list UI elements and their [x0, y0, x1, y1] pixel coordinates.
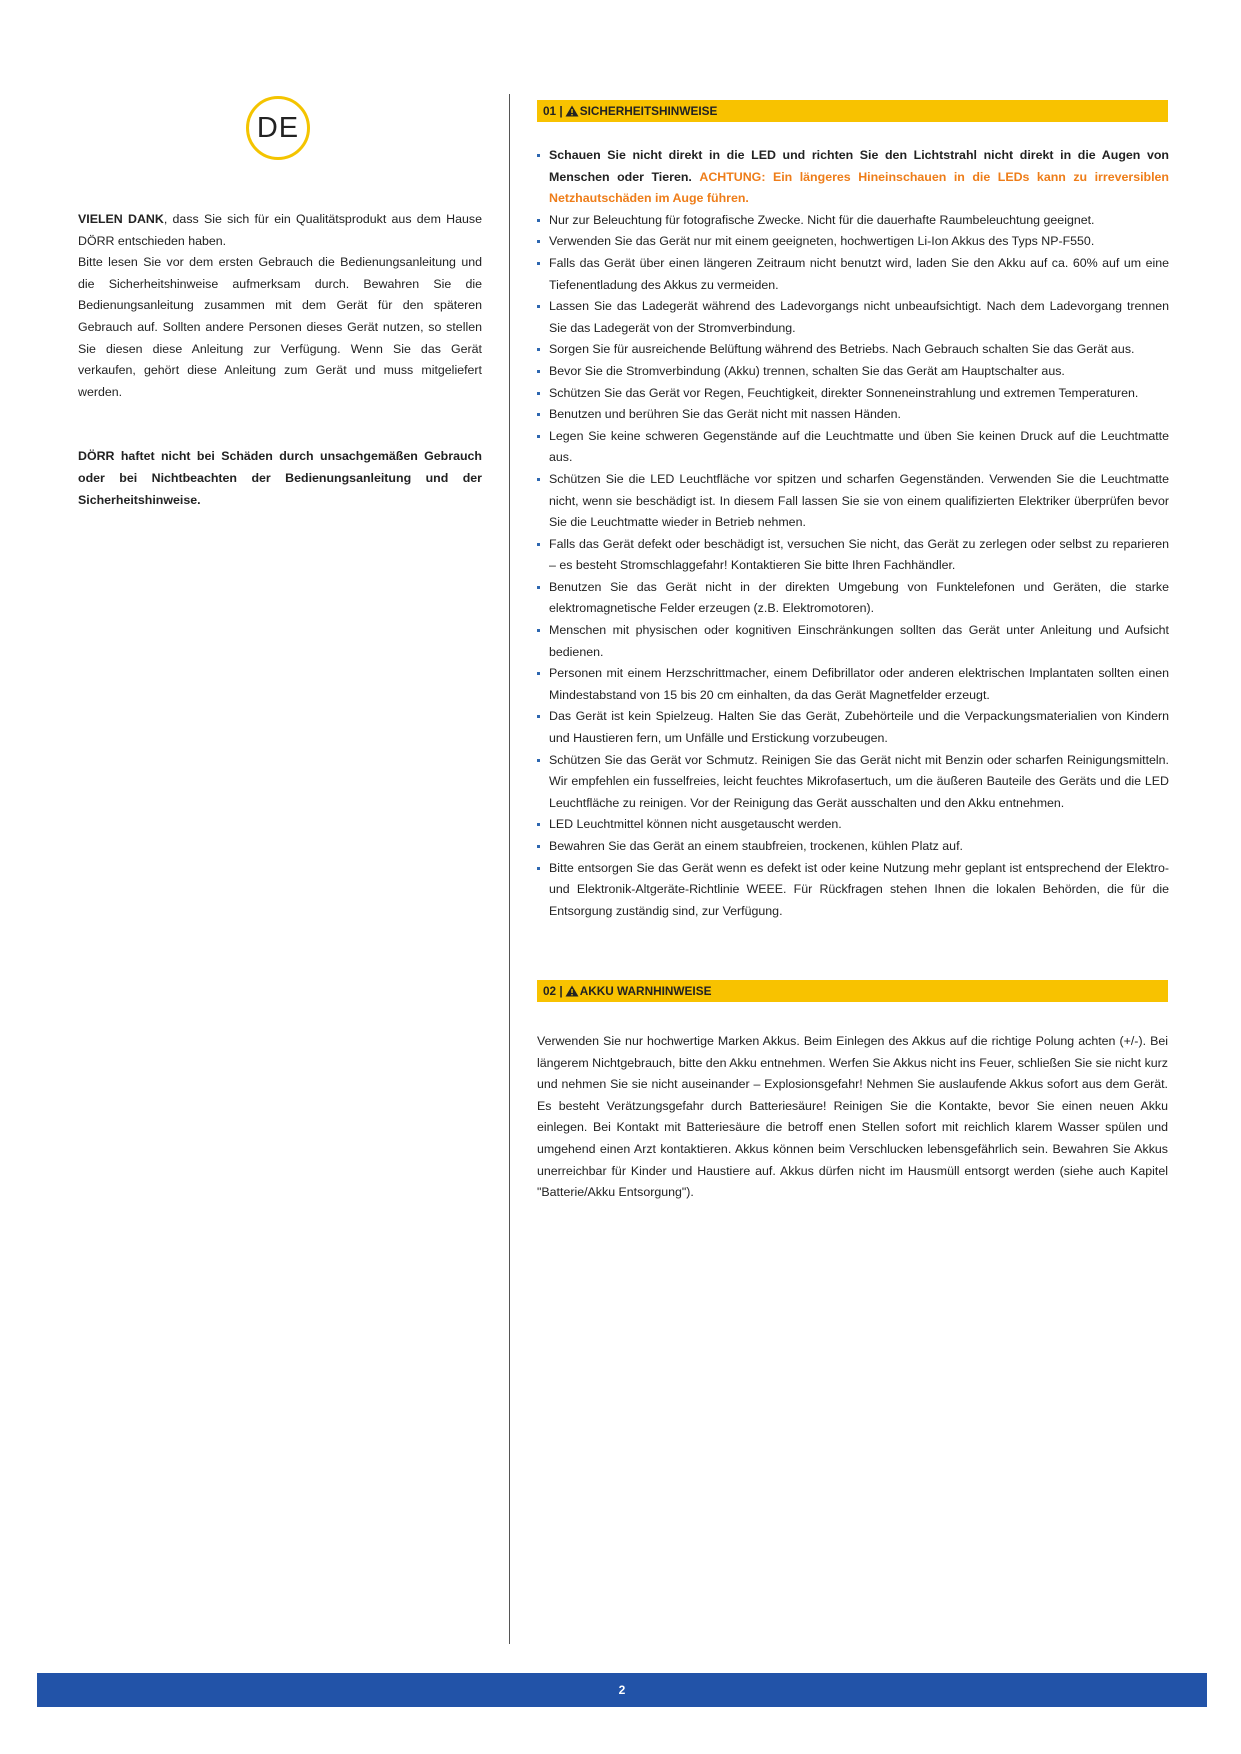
- section-header-safety: [537, 100, 1168, 122]
- list-item: Bewahren Sie das Gerät an einem staubfreien, trockenen, kühlen Platz auf.: [537, 836, 1169, 858]
- page-number: 2: [618, 1683, 626, 1697]
- section-title: SICHERHEITSHINWEISE: [579, 104, 718, 118]
- section-number: 02 |: [543, 984, 563, 998]
- list-item: Benutzen Sie das Gerät nicht in der direkten Umgebung von Funktelefonen und Geräten, die starke elektromagnetische Felder erzeugen (z.B. Elektromotoren).: [537, 577, 1169, 620]
- list-item: Falls das Gerät defekt oder beschädigt ist, versuchen Sie nicht, das Gerät zu zerlegen oder selbst zu reparieren – es besteht Stromschlaggefahr! Kontaktieren Sie bitte Ihren Fachhändler.: [537, 534, 1169, 577]
- list-item: Bevor Sie die Stromverbindung (Akku) trennen, schalten Sie das Gerät am Hauptschalter aus.: [537, 361, 1169, 383]
- list-item: Legen Sie keine schweren Gegenstände auf die Leuchtmatte und üben Sie keinen Druck auf die Leuchtmatte aus.: [537, 426, 1169, 469]
- list-item: LED Leuchtmittel können nicht ausgetauscht werden.: [537, 814, 1169, 836]
- list-item: Lassen Sie das Ladegerät während des Ladevorgangs nicht unbeaufsichtigt. Nach dem Ladevorgang trennen Sie das Ladegerät von der Stromverbindung.: [537, 296, 1169, 339]
- footer-bar: [37, 1673, 1207, 1707]
- language-badge: DE: [246, 96, 310, 160]
- column-divider: [509, 94, 510, 1644]
- list-item: Benutzen und berühren Sie das Gerät nicht mit nassen Händen.: [537, 404, 1169, 426]
- section-header-battery: [537, 980, 1168, 1002]
- safety-list: [537, 145, 1169, 922]
- list-item: Nur zur Beleuchtung für fotografische Zwecke. Nicht für die dauerhafte Raumbeleuchtung geeignet.: [537, 210, 1169, 232]
- liability-notice: DÖRR haftet nicht bei Schäden durch unsachgemäßen Gebrauch oder bei Nichtbeachten der Bedienungsanleitung und der Sicherheitshinweise.: [78, 449, 482, 507]
- list-item: Schützen Sie die LED Leuchtfläche vor spitzen und scharfen Gegenständen. Verwenden Sie die Leuchtmatte nicht, wenn sie beschädigt ist. In diesem Fall lassen Sie sie von einem qualifizierten Elektriker überprüfen bevor Sie die Leuchtmatte wieder in Betrieb nehmen.: [537, 469, 1169, 534]
- attention-text: ACHTUNG: Ein längeres Hineinschauen in die LEDs kann zu irreversiblen Netzhautschäden im Auge führen.: [549, 169, 1169, 206]
- list-item: Menschen mit physischen oder kognitiven Einschränkungen sollten das Gerät unter Anleitung und Aufsicht bedienen.: [537, 620, 1169, 663]
- section-number: 01 |: [543, 104, 563, 118]
- list-item: Verwenden Sie das Gerät nur mit einem geeigneten, hochwertigen Li-Ion Akkus des Typs NP-F550.: [537, 231, 1169, 253]
- warning-triangle-icon: [565, 985, 579, 997]
- list-item: Falls das Gerät über einen längeren Zeitraum nicht benutzt wird, laden Sie den Akku auf ca. 60% auf um eine Tiefenentladung des Akkus zu vermeiden.: [537, 253, 1169, 296]
- warning-triangle-icon: [565, 105, 579, 117]
- section-title: AKKU WARNHINWEISE: [579, 984, 712, 998]
- battery-warning-paragraph: Verwenden Sie nur hochwertige Marken Akkus. Beim Einlegen des Akkus auf die richtige Polung achten (+/-). Bei längerem Nichtgebrauch, bitte den Akku entnehmen. Werfen Sie Akkus nicht ins Feuer, schließen Sie sie nicht kurz und nehmen Sie sie nicht auseinander – Explosionsgefahr! Nehmen Sie auslaufende Akkus sofort aus dem Gerät. Es besteht Verätzungsgefahr durch Batteriesäure! Reinigen Sie die Kontakte, bevor Sie einen neuen Akku einlegen. Bei Kontakt mit Batteriesäure die betroff enen Stellen sofort mit reichlich klarem Wasser spülen und umgehend einen Arzt kontaktieren. Akkus können beim Verschlucken lebensgefährlich sein. Bewahren Sie Akkus unerreichbar für Kinder und Haustiere auf. Akkus dürfen nicht im Hausmüll entsorgt werden (siehe auch Kapitel "Batterie/Akku Entsorgung").: [537, 1034, 1168, 1200]
- list-item: Bitte entsorgen Sie das Gerät wenn es defekt ist oder keine Nutzung mehr geplant ist entsprechend der Elektro- und Elektronik-Altgeräte-Richtlinie WEEE. Für Rückfragen stehen Ihnen die lokalen Behörden, die für die Entsorgung zuständig sind, zur Verfügung.: [537, 858, 1169, 923]
- thanks-bold: VIELEN DANK: [78, 212, 164, 226]
- thanks-paragraph: [78, 209, 482, 252]
- intro-column: [78, 209, 482, 511]
- list-item: Das Gerät ist kein Spielzeug. Halten Sie das Gerät, Zubehörteile und die Verpackungsmaterialien von Kindern und Haustieren fern, um Unfälle und Erstickung vorzubeugen.: [537, 706, 1169, 749]
- list-item: Schützen Sie das Gerät vor Regen, Feuchtigkeit, direkter Sonneneinstrahlung und extremen Temperaturen.: [537, 383, 1169, 405]
- list-item: Schützen Sie das Gerät vor Schmutz. Reinigen Sie das Gerät nicht mit Benzin oder scharfen Reinigungsmitteln. Wir empfehlen ein fusselfreies, leicht feuchtes Mikrofasertuch, um die äußeren Bauteile des Geräts und die LED Leuchtfläche zu reinigen. Vor der Reinigung das Gerät ausschalten und den Akku entnehmen.: [537, 750, 1169, 815]
- list-item: Personen mit einem Herzschrittmacher, einem Defibrillator oder anderen elektrischen Implantaten sollten einen Mindestabstand von 15 bis 20 cm einhalten, da das Gerät Magnetfelder erzeugt.: [537, 663, 1169, 706]
- list-item: [537, 145, 1169, 210]
- intro-paragraph: Bitte lesen Sie vor dem ersten Gebrauch die Bedienungsanleitung und die Sicherheitshinweise aufmerksam durch. Bewahren Sie die Bedienungsanleitung zusammen mit dem Gerät für den späteren Gebrauch auf. Sollten andere Personen dieses Gerät nutzen, so stellen Sie diesen diese Anleitung zur Verfügung. Wenn Sie das Gerät verkaufen, gehört diese Anleitung zum Gerät und muss mitgeliefert werden.: [78, 255, 482, 399]
- list-item: Sorgen Sie für ausreichende Belüftung während des Betriebs. Nach Gebrauch schalten Sie das Gerät aus.: [537, 339, 1169, 361]
- thanks-text: , dass Sie sich für ein Qualitätsprodukt aus dem Hause DÖRR entschieden haben.: [78, 212, 482, 248]
- led-warning-text: Schauen Sie nicht direkt in die LED und richten Sie den Lichtstrahl nicht direkt in die Augen von Menschen oder Tieren.: [549, 148, 1169, 184]
